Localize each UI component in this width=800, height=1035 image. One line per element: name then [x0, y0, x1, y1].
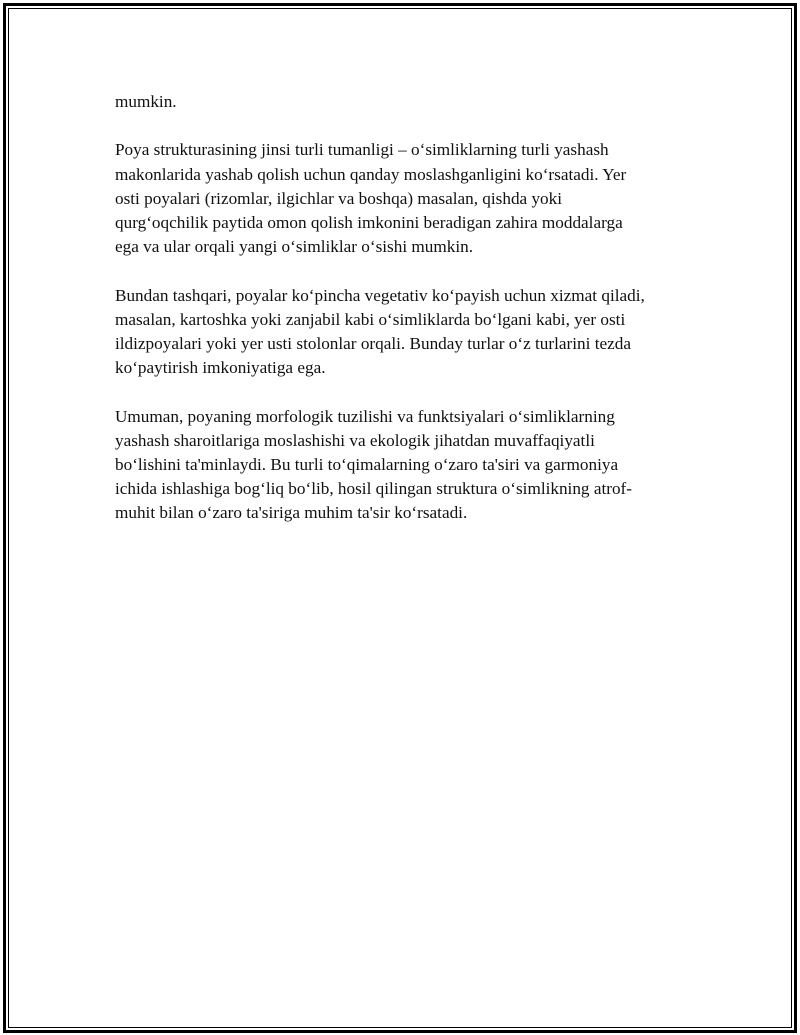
text-line: Bundan tashqari, poyalar koʻpincha vegetativ koʻpayish uchun xizmat qiladi,: [115, 285, 645, 305]
text-line: ildizpoyalari yoki yer usti stolonlar orqali. Bunday turlar oʻz turlarini tezda: [115, 334, 631, 353]
text-line: koʻpaytirish imkoniyatiga ega.: [115, 358, 326, 378]
text-line: ega va ular orqali yangi oʻsimliklar oʻsishi mumkin.: [115, 237, 474, 257]
text-line: yashash sharoitlariga moslashishi va ekologik jihatdan muvaffaqiyatli: [115, 430, 595, 450]
text-line: masalan, kartoshka yoki zanjabil kabi oʻsimliklarda boʻlgani kabi, yer osti: [115, 309, 626, 329]
text-line: mumkin.: [115, 92, 177, 111]
document-body: [115, 90, 685, 550]
paragraph-4: [115, 405, 685, 526]
text-line: boʻlishini ta'minlaydi. Bu turli toʻqimalarning oʻzaro ta'siri va garmoniya: [115, 455, 619, 474]
paragraph-1: [115, 90, 685, 114]
text-line: makonlarida yashab qolish uchun qanday moslashganligini koʻrsatadi. Yer: [115, 164, 627, 184]
text-line: osti poyalari (rizomlar, ilgichlar va boshqa) masalan, qishda yoki: [115, 188, 563, 208]
text-line: qurgʻoqchilik paytida omon qolish imkonini beradigan zahira moddalarga: [115, 213, 623, 232]
text-line: Umuman, poyaning morfologik tuzilishi va funktsiyalari oʻsimliklarning: [115, 406, 615, 426]
text-line: ichida ishlashiga bogʻliq boʻlib, hosil qilingan struktura oʻsimlikning atrof-: [115, 479, 632, 499]
text-line: muhit bilan oʻzaro ta'siriga muhim ta'sir koʻrsatadi.: [115, 503, 468, 523]
text-line: Poya strukturasining jinsi turli tumanligi – oʻsimliklarning turli yashash: [115, 140, 609, 160]
paragraph-3: [115, 284, 685, 381]
paragraph-2: [115, 138, 685, 259]
